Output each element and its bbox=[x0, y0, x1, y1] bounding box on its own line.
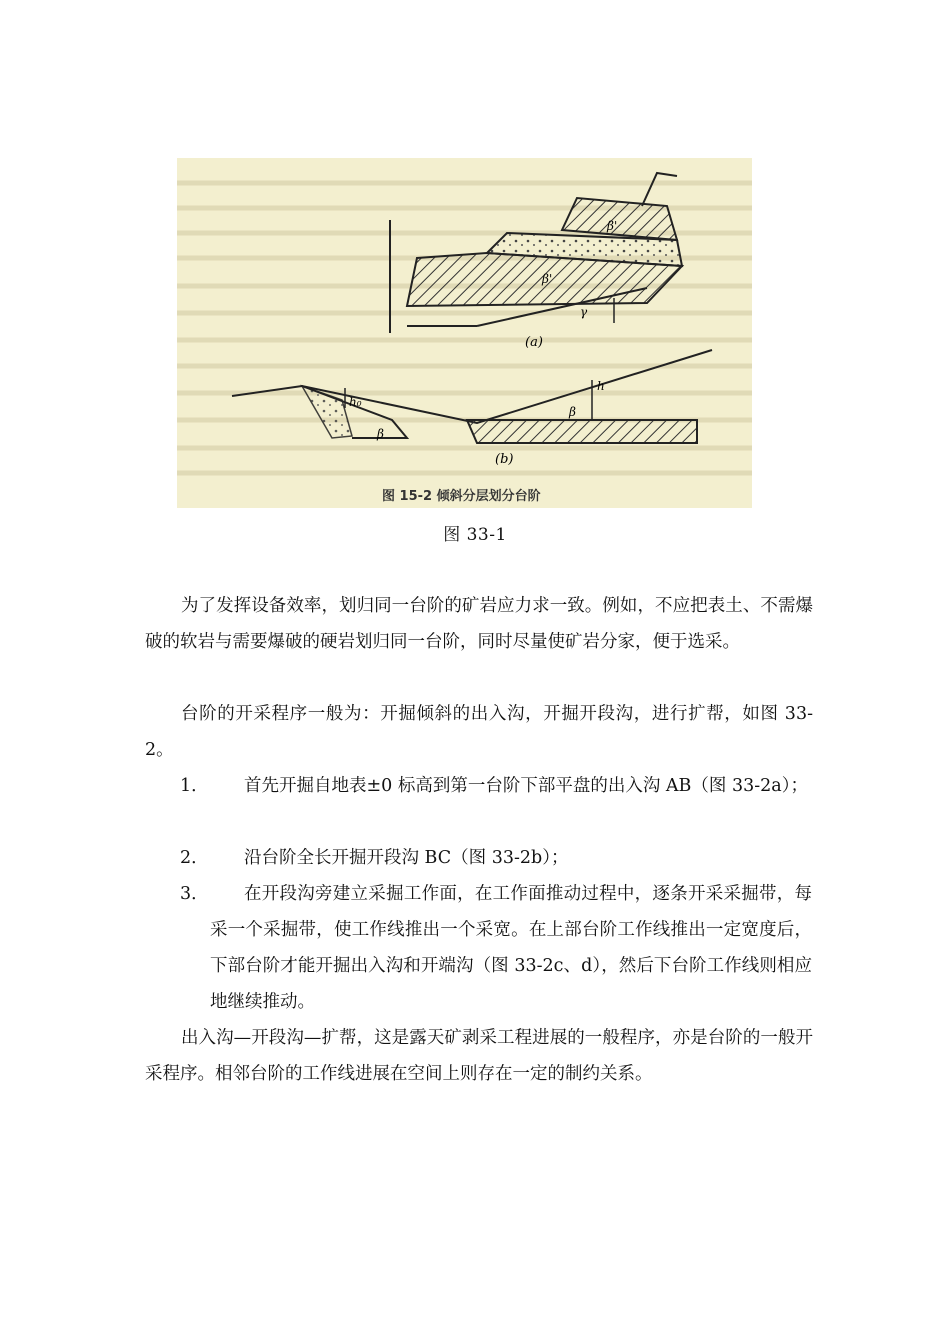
list-text: 首先开掘自地表±0 标高到第一台阶下部平盘的出入沟 AB（图 33-2a）； bbox=[244, 776, 808, 796]
figure-image bbox=[177, 158, 752, 508]
list-number: 3． bbox=[180, 884, 209, 904]
list-text: 沿台阶全长开掘开段沟 BC（图 33-2b）； bbox=[244, 848, 569, 868]
alpha-label-2: β' bbox=[542, 272, 553, 286]
list-number: 1． bbox=[180, 776, 209, 796]
beta-label-right: β bbox=[569, 405, 576, 419]
label-a: (a) bbox=[525, 335, 543, 350]
paragraph-1: 为了发挥设备效率，划归同一台阶的矿岩应力求一致。例如，不应把表土、不需爆破的软岩与需要爆破的硬岩划归同一台阶，同时尽量使矿岩分家，便于选采。 bbox=[145, 596, 813, 652]
beta-label-left: β bbox=[377, 427, 384, 441]
paragraph-2: 台阶的开采程序一般为：开掘倾斜的出入沟，开掘开段沟，进行扩帮，如图 33-2。 bbox=[145, 704, 813, 760]
stepped-bench-diagram bbox=[177, 158, 752, 508]
figure-caption: 图 33-1 bbox=[443, 525, 507, 545]
list-text: 在开段沟旁建立采掘工作面，在工作面推动过程中，逐条开采采掘带，每采一个采掘带，使工作线推出一个采宽。在上部台阶工作线推出一定宽度后，下部台阶才能开掘出入沟和开端沟（图 33-2c、d），然后下台阶工作线则相应地继续推动。 bbox=[210, 884, 812, 1012]
label-b: (b) bbox=[495, 452, 514, 467]
h-label: h bbox=[597, 379, 605, 393]
scan-caption: 图 15-2 倾斜分层划分台阶 bbox=[382, 489, 541, 504]
diagram-a bbox=[390, 173, 682, 333]
list-item bbox=[180, 840, 812, 876]
closing-paragraph: 出入沟—开段沟—扩帮，这是露天矿剥采工程进展的一般程序，亦是台阶的一般开采程序。相邻台阶的工作线进展在空间上则存在一定的制约关系。 bbox=[145, 1028, 813, 1084]
gamma-label: γ bbox=[580, 305, 588, 319]
list-number: 2． bbox=[180, 848, 209, 868]
alpha-label-1: β' bbox=[607, 219, 618, 233]
list-item bbox=[180, 768, 812, 804]
list-item bbox=[180, 876, 812, 1020]
h0-label: h₀ bbox=[349, 395, 362, 409]
